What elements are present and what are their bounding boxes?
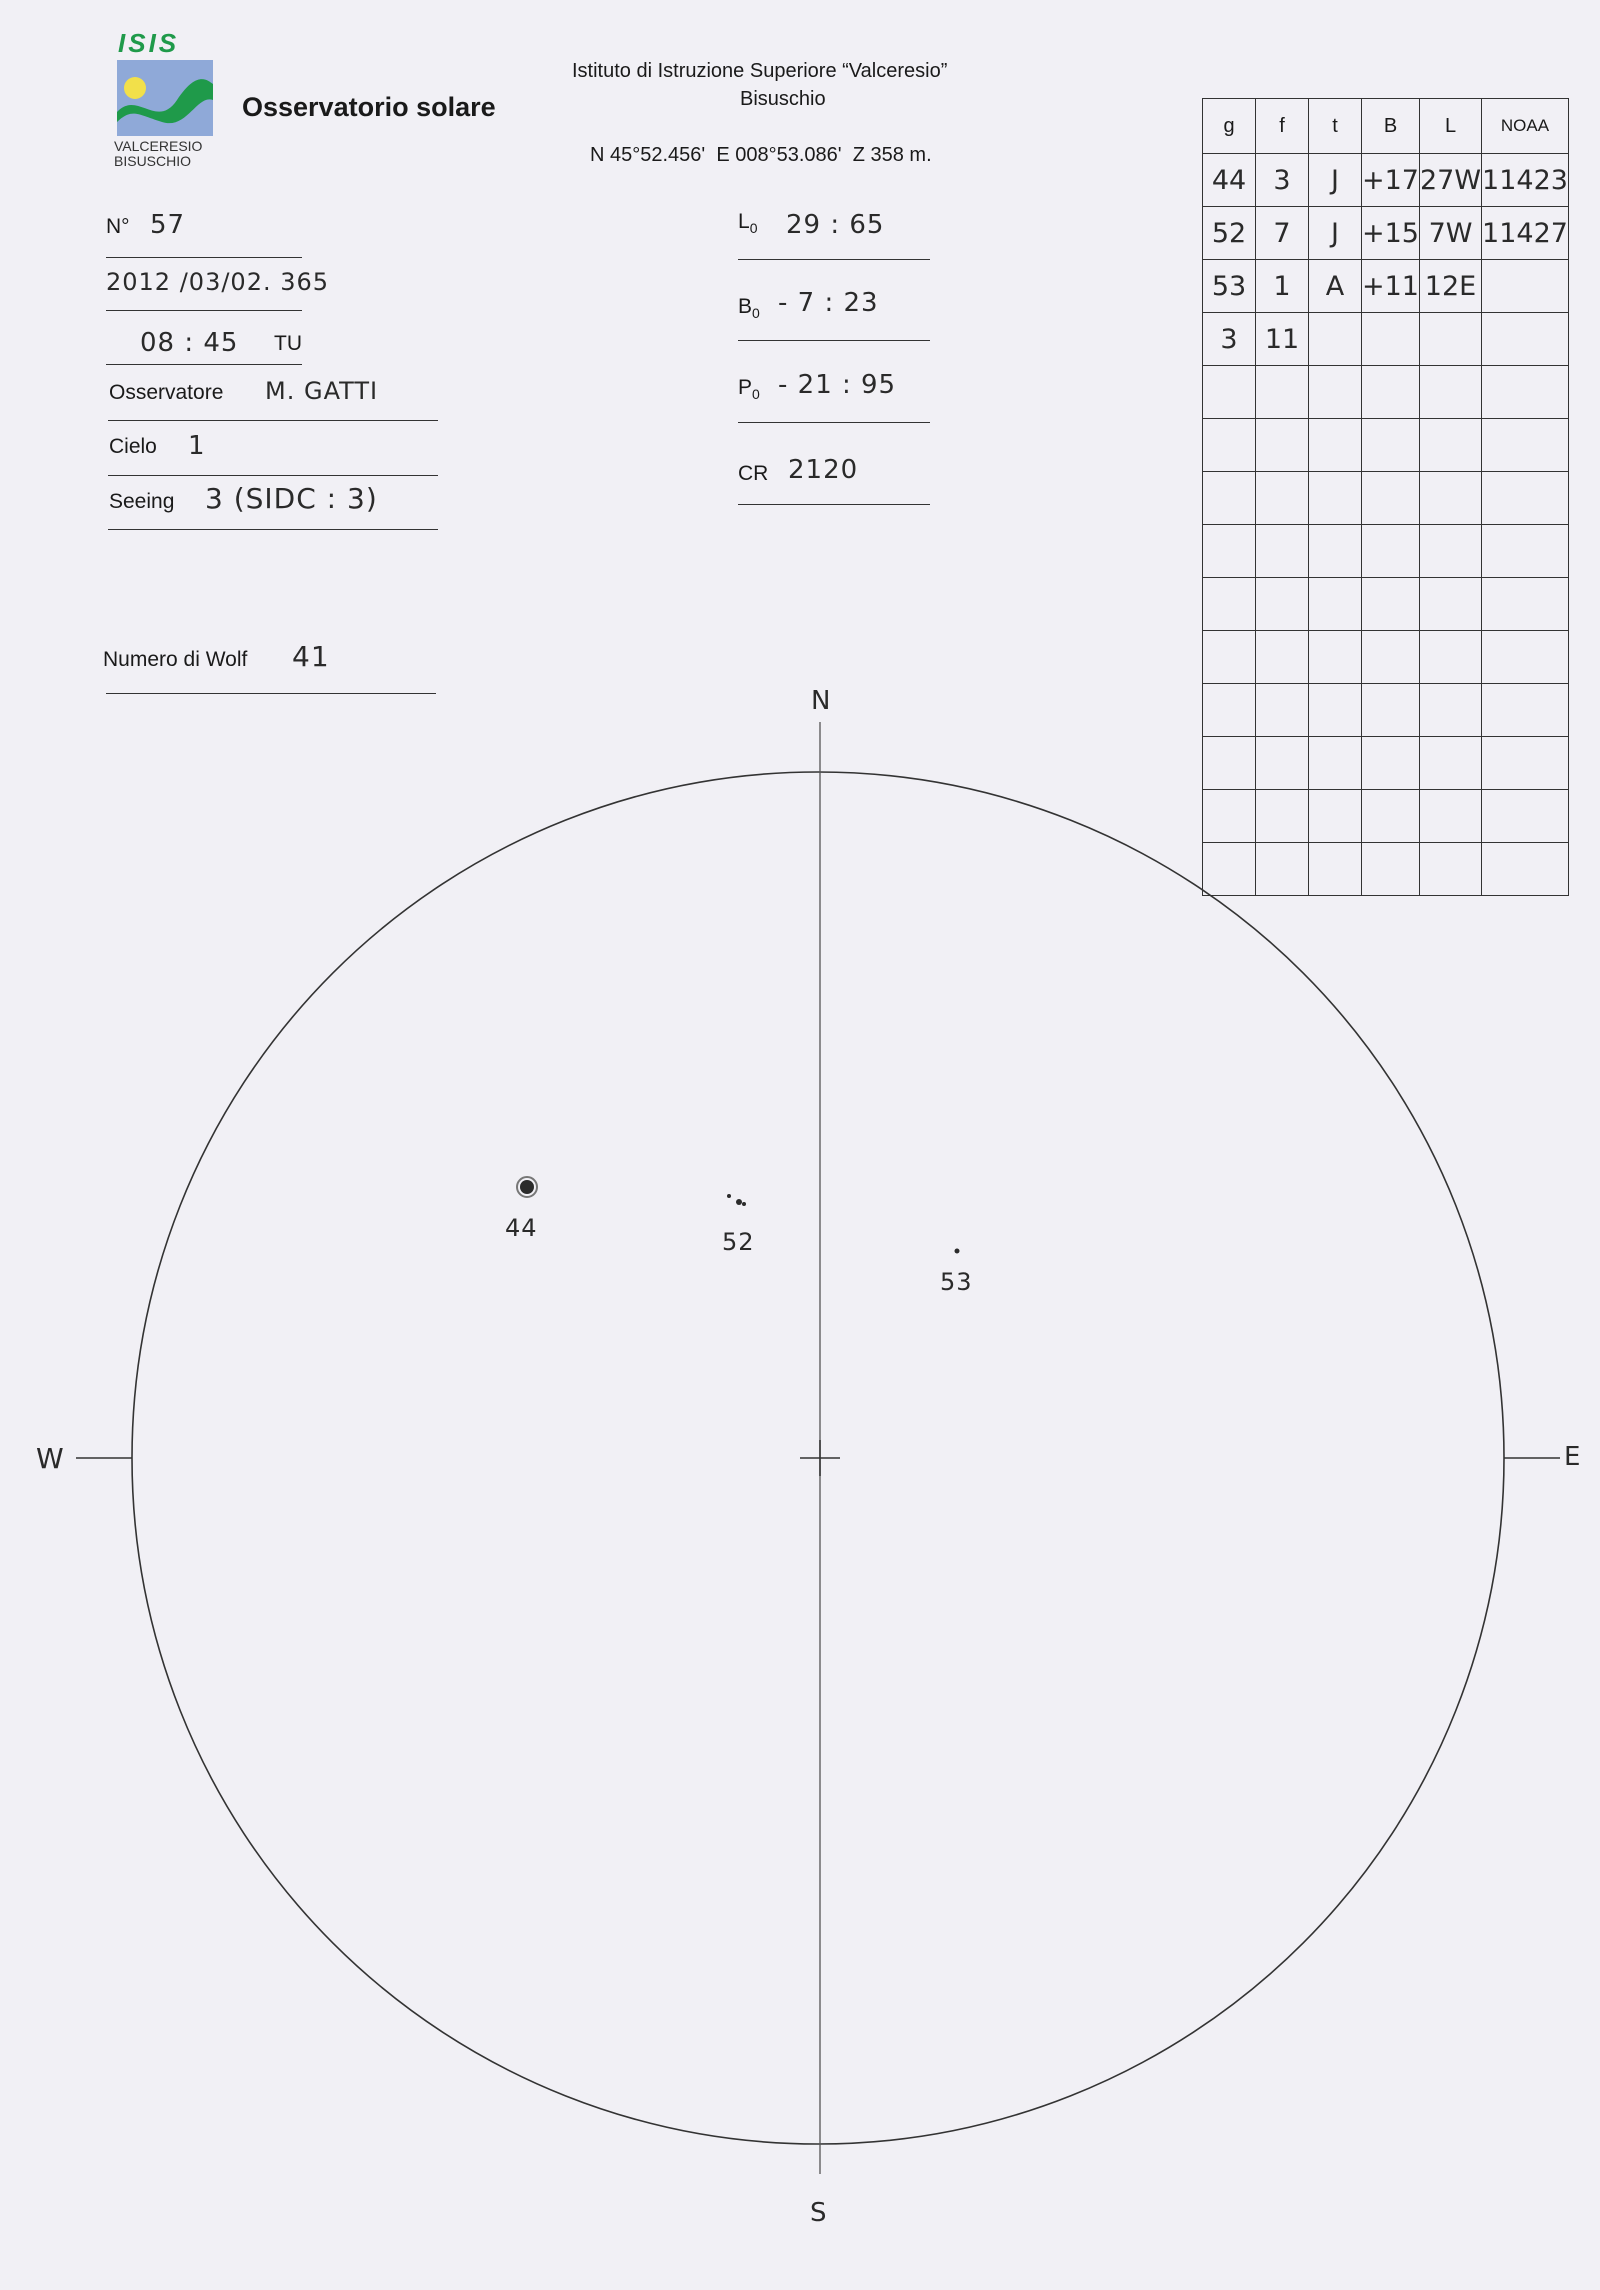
sunspot-53 [955,1249,960,1254]
cell-noaa: 11423 [1482,154,1569,207]
cell-g: 52 [1203,207,1256,260]
cell-l: 7W [1419,207,1481,260]
institute-line2: Bisuschio [740,88,826,110]
wolf-value: 41 [292,640,330,673]
number-label: N° [106,215,130,238]
sunspot-52b [736,1199,742,1205]
p0-sub: 0 [752,386,760,403]
seeing-label: Seeing [109,490,175,513]
cr-label: CR [738,462,769,485]
b0-letter: B [738,295,753,318]
header-f: f [1256,99,1309,154]
group-label-44: 44 [505,1214,538,1242]
compass-west: W [36,1442,65,1475]
cell-f: 3 [1256,154,1309,207]
number-value: 57 [150,210,186,240]
cell-b: +11 [1362,260,1420,313]
cr-value: 2120 [788,455,859,485]
sky-label: Cielo [109,435,157,458]
compass-north: N [811,686,832,716]
cell-f: 7 [1256,207,1309,260]
logo-top-text: ISIS [118,28,180,58]
header-g: g [1203,99,1256,154]
cell-b: +17 [1362,154,1420,207]
compass-south: S [810,2198,828,2228]
header-t: t [1309,99,1362,154]
wolf-label: Numero di Wolf [103,648,248,671]
l0-value: 29 : 65 [786,210,885,240]
sunspot-52a [727,1194,731,1198]
observatory-title: Osservatorio solare [242,92,496,122]
cell-noaa: 11427 [1482,207,1569,260]
institute-coords: N 45°52.456' E 008°53.086' Z 358 m. [590,144,932,166]
sunspot-52c [742,1202,746,1206]
logo-line2: BISUSCHIO [114,153,192,169]
sunspot-44 [520,1180,534,1194]
cell-g: 44 [1203,154,1256,207]
p0-value: - 21 : 95 [778,370,897,400]
cell-b: +15 [1362,207,1420,260]
time-value: 08 : 45 [140,328,239,358]
seeing-value: 3 (SIDC : 3) [205,482,378,515]
observer-value: M. GATTI [265,377,379,405]
l0-letter: L [738,210,750,233]
header-b: B [1362,99,1420,154]
date-value: 2012 /03/02. 365 [106,268,330,296]
time-unit: TU [274,332,302,355]
cell-t: J [1309,207,1362,260]
cell-t: J [1309,154,1362,207]
l0-sub: 0 [749,220,758,237]
p0-letter: P [738,376,753,399]
cell-l: 27W [1419,154,1481,207]
b0-sub: 0 [752,305,760,322]
cell-t: A [1309,260,1362,313]
cell-f: 11 [1256,313,1309,366]
compass-east: E [1564,1442,1582,1472]
header-noaa: NOAA [1482,99,1569,154]
cell-g: 53 [1203,260,1256,313]
cell-g: 3 [1203,313,1256,366]
observer-label: Osservatore [109,381,224,404]
header-l: L [1419,99,1481,154]
sky-value: 1 [188,431,206,461]
logo-line1: VALCERESIO [114,138,203,154]
group-label-52: 52 [722,1228,755,1256]
group-label-53: 53 [940,1268,973,1296]
b0-value: - 7 : 23 [778,288,879,318]
institute-line1: Istituto di Istruzione Superiore “Valceresio” [572,60,948,82]
cell-f: 1 [1256,260,1309,313]
cell-l: 12E [1419,260,1481,313]
